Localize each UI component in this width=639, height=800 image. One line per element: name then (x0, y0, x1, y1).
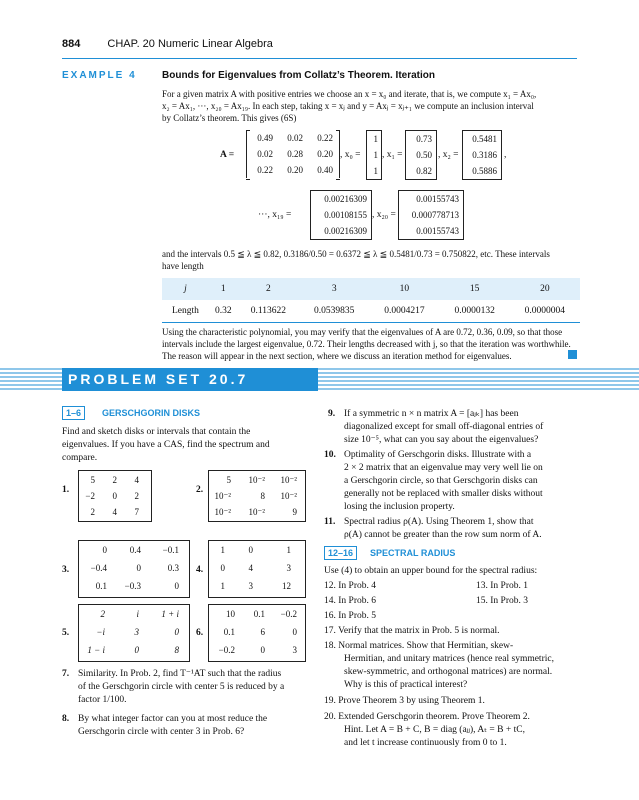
matrix-entry: 1 (220, 581, 225, 591)
matrix-problem-1 (78, 470, 152, 522)
matrix-entry: 1 (286, 545, 291, 555)
problem-19: 19. Prove Theorem 3 by using Theorem 1. (324, 696, 485, 706)
section-title-1: GERSCHGORIN DISKS (102, 408, 201, 418)
matrix-entry: 4 (134, 475, 139, 485)
problem-16: 16. In Prob. 5 (324, 611, 376, 621)
closing-line-3: The reason will appear in the next section, where we discuss an iteration method for eigenvalues. (162, 351, 512, 361)
table-cell: 0.0539835 (299, 300, 369, 323)
label-x1: , x₁ = (382, 150, 403, 160)
matrix-entry: 10⁻² (280, 491, 297, 501)
problem-11-line-1: Spectral radius ρ(A). Using Theorem 1, show that (344, 517, 534, 527)
problem-9-line-1: If a symmetric n × n matrix A = [aⱼₖ] has been (344, 409, 519, 419)
vector-entry: 0.00108155 (324, 210, 367, 220)
matrix-entry: 0 (260, 645, 265, 655)
problem-8-line-2: Gerschgorin circle with center 3 in Prob. 6? (78, 727, 245, 737)
matrix-entry: 9 (292, 507, 297, 517)
table-cell: Length (162, 300, 209, 323)
matrix-entry: 0.3 (167, 563, 179, 573)
table-header-cell: j (162, 278, 209, 300)
problem-9-line-2: diagonalized except for small off-diagonal entries of (344, 422, 544, 432)
table-header-cell: 10 (369, 278, 439, 300)
vector-x20 (398, 190, 464, 240)
matrix-entry: −0.2 (218, 645, 235, 655)
table-header-cell: 1 (209, 278, 238, 300)
matrix-entry: 10 (226, 609, 235, 619)
matrix-entry: 0 (102, 545, 107, 555)
matrix-entry: 10⁻² (214, 507, 231, 517)
vector-entry: 1 (373, 150, 378, 160)
matrix-entry: 0 (134, 645, 139, 655)
problem-10-line-4: generally not be replaced with smaller disks without (344, 489, 543, 499)
vector-x0 (366, 130, 382, 180)
sec2-text: Use (4) to obtain an upper bound for the spectral radius: (324, 566, 538, 576)
chapter-title: CHAP. 20 Numeric Linear Algebra (107, 38, 273, 50)
matrix-entry: 0 (220, 563, 225, 573)
example-label: EXAMPLE 4 (62, 70, 137, 81)
problem-3-number: 3. (62, 565, 70, 575)
vector-x2 (462, 130, 502, 180)
vector-entry: 0.5886 (472, 166, 497, 176)
vector-entry: 0.00155743 (416, 194, 459, 204)
vector-entry: 0.73 (416, 134, 432, 144)
matrix-entry: 6 (260, 627, 265, 637)
closing-line-1: Using the characteristic polynomial, you may verify that the eigenvalues of A are 0.72, 0.36, 0.09, so that those (162, 327, 563, 337)
end-of-example-marker (568, 350, 577, 359)
problem-7-line-2: of the Gerschgorin circle with center 5 is reduced by a (78, 682, 285, 692)
matrix-entry: 0 (136, 563, 141, 573)
matrix-entry: 0 (112, 491, 117, 501)
table-header-cell: 20 (510, 278, 580, 300)
table-cell: 0.32 (209, 300, 238, 323)
problem-6-number: 6. (196, 628, 204, 638)
problem-7-line-1: Similarity. In Prob. 2, find T⁻¹AT such that the radius (78, 669, 282, 679)
matrix-entry: −0.4 (90, 563, 107, 573)
section-tag-2: 12–16 (324, 546, 357, 560)
matrix-A-entry: 0.22 (317, 133, 333, 143)
matrix-entry: 0.1 (253, 609, 265, 619)
label-x20: , x₂₀ = (372, 210, 396, 220)
matrix-entry: 1 − i (87, 645, 105, 655)
label-x0: , x₀ = (340, 150, 361, 160)
example-intro-2: x₂ = Ax₁, ···, x₂₀ = Ax₁₉. In each step, taking x = xⱼ and y = Axⱼ = xⱼ₊₁ we compute an inclusion interval (162, 101, 534, 111)
problem-20-line-1: 20. Extended Gerschgorin theorem. Prove Theorem 2. (324, 712, 530, 722)
problem-10-number: 10. (324, 450, 336, 460)
problem-18-line-1: 18. Normal matrices. Show that Hermitian, skew- (324, 641, 514, 651)
matrix-entry: 5 (90, 475, 95, 485)
problem-13: 13. In Prob. 1 (476, 581, 528, 591)
label-x19: ···, x₁₉ = (258, 210, 292, 220)
problem-9-line-3: size 10⁻⁵, what can you say about the eigenvalues? (344, 435, 539, 445)
table-cell: 0.0004217 (369, 300, 439, 323)
matrix-entry: 4 (248, 563, 253, 573)
trailing-comma: , (504, 150, 507, 160)
matrix-A-entry: 0.40 (317, 165, 333, 175)
vector-entry: 0.3186 (472, 150, 497, 160)
problem-4-number: 4. (196, 565, 204, 575)
problem-20-line-2: Hint. Let A = B + C, B = diag (aⱼⱼ), Aₜ = B + tC, (344, 725, 525, 735)
sec1-text-1: Find and sketch disks or intervals that contain the (62, 427, 251, 437)
matrix-entry: 0 (292, 627, 297, 637)
vector-entry: 1 (373, 134, 378, 144)
matrix-entry: 3 (292, 645, 297, 655)
problem-18-line-3: skew-symmetric, and orthogonal matrices) are normal. (344, 667, 553, 677)
matrix-entry: 5 (226, 475, 231, 485)
matrix-entry: 3 (286, 563, 291, 573)
problem-11-number: 11. (324, 517, 336, 527)
problem-set-banner: PROBLEM SET 20.7 (62, 368, 318, 391)
problem-10-line-1: Optimality of Gerschgorin disks. Illustrate with a (344, 450, 532, 460)
matrix-A-entry: 0.20 (287, 165, 303, 175)
matrix-problem-5 (78, 604, 190, 662)
intervals-line-2: have length (162, 261, 204, 271)
problem-10-line-3: a Gerschgorin circle, so that Gerschgorin disks can (344, 476, 538, 486)
problem-7-number: 7. (62, 669, 70, 679)
matrix-A (246, 130, 340, 178)
vector-entry: 0.5481 (472, 134, 497, 144)
vector-entry: 1 (373, 166, 378, 176)
problem-15: 15. In Prob. 3 (476, 596, 528, 606)
problem-8-line-1: By what integer factor can you at most reduce the (78, 714, 268, 724)
table-cell: 0.113622 (238, 300, 299, 323)
section-title-2: SPECTRAL RADIUS (370, 548, 456, 558)
matrix-entry: 1 (220, 545, 225, 555)
example-title: Bounds for Eigenvalues from Collatz’s Theorem. Iteration (162, 70, 436, 81)
matrix-entry: −0.3 (124, 581, 141, 591)
matrix-entry: 1 + i (161, 609, 179, 619)
table-cell: 0.0000132 (440, 300, 510, 323)
vector-entry: 0.50 (416, 150, 432, 160)
matrix-entry: 10⁻² (248, 507, 265, 517)
matrix-entry: 2 (134, 491, 139, 501)
matrix-entry: 0 (174, 627, 179, 637)
sec1-text-2: eigenvalues. If you have a CAS, find the spectrum and (62, 440, 270, 450)
interval-length-table (162, 278, 580, 323)
problem-5-number: 5. (62, 628, 70, 638)
matrix-A-entry: 0.02 (257, 149, 273, 159)
problem-17: 17. Verify that the matrix in Prob. 5 is normal. (324, 626, 500, 636)
page-number: 884 (62, 38, 81, 50)
vector-x1 (405, 130, 437, 180)
matrix-entry: 0.1 (95, 581, 107, 591)
problem-8-number: 8. (62, 714, 70, 724)
vector-x19 (310, 190, 372, 240)
matrix-entry: −0.2 (280, 609, 297, 619)
table-header-cell: 15 (440, 278, 510, 300)
vector-entry: 0.00216309 (324, 226, 367, 236)
problem-7-line-3: factor 1/100. (78, 695, 127, 705)
table-cell: 0.0000004 (510, 300, 580, 323)
matrix-entry: 10⁻² (280, 475, 297, 485)
matrix-entry: 3 (134, 627, 139, 637)
matrix-entry: 8 (174, 645, 179, 655)
matrix-entry: 0 (174, 581, 179, 591)
vector-entry: 0.00155743 (416, 226, 459, 236)
problem-20-line-3: and let t increase continuously from 0 to 1. (344, 738, 507, 748)
intervals-line-1: and the intervals 0.5 ≦ λ ≦ 0.82, 0.3186/0.50 = 0.6372 ≦ λ ≦ 0.5481/0.73 = 0.750822, etc. These intervals (162, 249, 550, 259)
label-A: A = (220, 150, 235, 160)
matrix-A-entry: 0.22 (257, 165, 273, 175)
table-row (162, 278, 580, 300)
matrix-problem-2 (208, 470, 306, 522)
label-x2: , x₂ = (438, 150, 459, 160)
matrix-entry: 10⁻² (214, 491, 231, 501)
problem-2-number: 2. (196, 485, 204, 495)
matrix-problem-3 (78, 540, 190, 598)
problem-10-line-2: 2 × 2 matrix that an eigenvalue may very well lie on (344, 463, 543, 473)
vector-entry: 0.00216309 (324, 194, 367, 204)
table-header-cell: 2 (238, 278, 299, 300)
matrix-entry: 0 (248, 545, 253, 555)
vector-entry: 0.82 (416, 166, 432, 176)
example-intro-3: by Collatz’s theorem. This gives (6S) (162, 113, 297, 123)
matrix-A-entry: 0.02 (287, 133, 303, 143)
matrix-entry: 10⁻² (248, 475, 265, 485)
matrix-problem-4 (208, 540, 306, 598)
closing-line-2: intervals include the largest eigenvalue, 0.72. Their lengths decreased with j, so that the iteration was worthwhile. (162, 339, 571, 349)
matrix-entry: 2 (100, 609, 105, 619)
sec1-text-3: compare. (62, 453, 98, 463)
problem-10-line-5: losing the inclusion property. (344, 502, 455, 512)
matrix-entry: 7 (134, 507, 139, 517)
matrix-entry: 0.4 (129, 545, 141, 555)
problem-9-number: 9. (328, 409, 336, 419)
vector-entry: 0.000778713 (411, 210, 459, 220)
problem-18-line-2: Hermitian, and unitary matrices (hence real symmetric, (344, 654, 554, 664)
matrix-A-entry: 0.28 (287, 149, 303, 159)
matrix-entry: 12 (282, 581, 291, 591)
matrix-problem-6 (208, 604, 306, 662)
table-header-cell: 3 (299, 278, 369, 300)
matrix-entry: 8 (260, 491, 265, 501)
problem-18-line-4: Why is this of practical interest? (344, 680, 468, 690)
problem-1-number: 1. (62, 485, 70, 495)
matrix-entry: 4 (112, 507, 117, 517)
problem-14: 14. In Prob. 6 (324, 596, 376, 606)
matrix-A-entry: 0.20 (317, 149, 333, 159)
example-intro-1: For a given matrix A with positive entries we choose an x = x₀ and iterate, that is, we compute x₁ = Ax₀, (162, 89, 537, 99)
matrix-entry: −2 (85, 491, 95, 501)
matrix-entry: 0.1 (223, 627, 235, 637)
matrix-entry: 3 (248, 581, 253, 591)
section-tag-1: 1–6 (62, 406, 85, 420)
problem-12: 12. In Prob. 4 (324, 581, 376, 591)
matrix-entry: −i (96, 627, 105, 637)
running-header (62, 38, 273, 50)
matrix-entry: i (136, 609, 139, 619)
table-row (162, 300, 580, 323)
matrix-entry: 2 (90, 507, 95, 517)
matrix-A-entry: 0.49 (257, 133, 273, 143)
matrix-entry: −0.1 (162, 545, 179, 555)
header-rule (62, 58, 577, 59)
matrix-entry: 2 (112, 475, 117, 485)
problem-11-line-2: ρ(A) cannot be greater than the row sum norm of A. (344, 530, 542, 540)
